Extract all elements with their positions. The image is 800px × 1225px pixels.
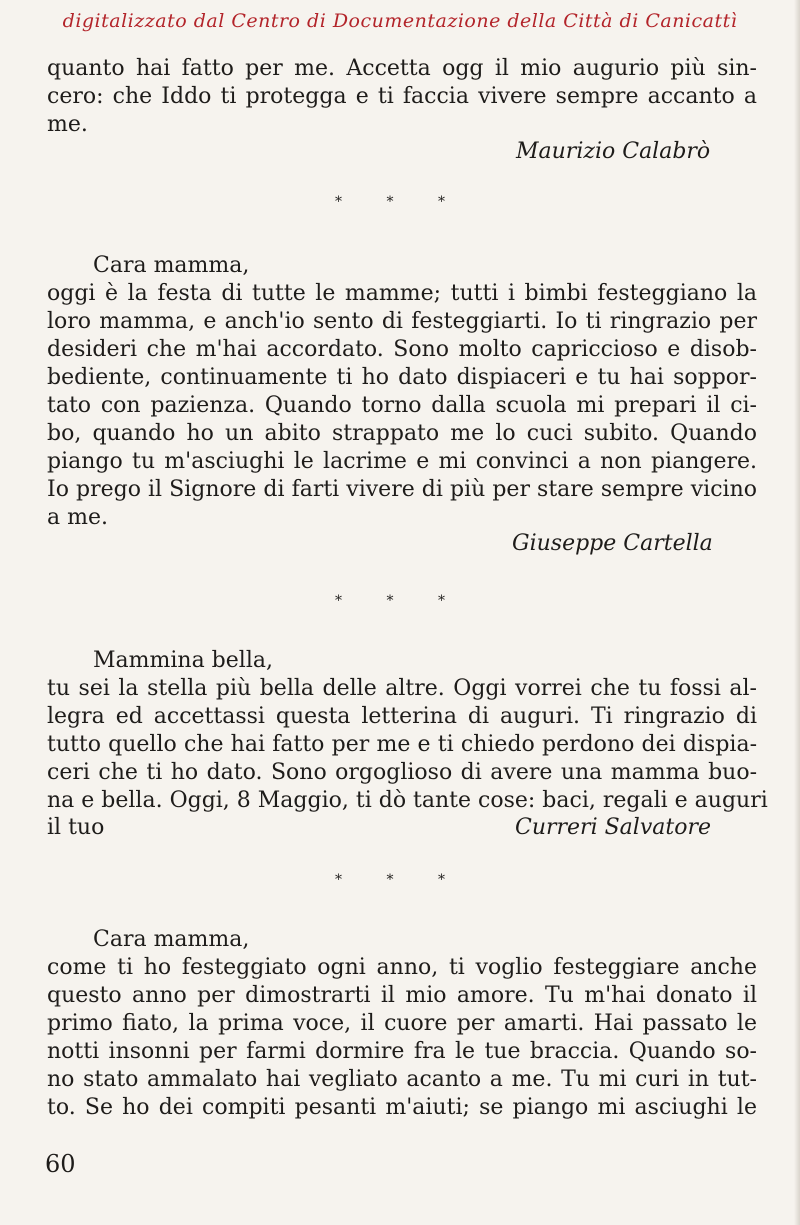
text-line: to. Se ho dei compiti pesanti m'aiuti; se piango mi asciughi le	[47, 1095, 757, 1120]
salutation: Mammina bella,	[93, 648, 273, 673]
text-line: il tuo	[47, 815, 105, 840]
text-line: Io prego il Signore di farti vivere di più per stare sempre vicino	[47, 477, 757, 502]
section-separator: * * *	[335, 194, 465, 210]
text-line: notti insonni per farmi dormire fra le tue braccia. Quando so-	[47, 1039, 757, 1064]
text-line: bo, quando ho un abito strappato me lo cuci subito. Quando	[47, 421, 757, 446]
text-line: no stato ammalato hai vegliato acanto a me. Tu mi curi in tut-	[47, 1067, 757, 1092]
section-separator: * * *	[335, 872, 465, 888]
text-line: tutto quello che hai fatto per me e ti chiedo perdono dei dispia-	[47, 732, 757, 757]
section-separator: * * *	[335, 593, 465, 609]
text-line: questo anno per dimostrarti il mio amore. Tu m'hai donato il	[47, 983, 757, 1008]
text-line: quanto hai fatto per me. Accetta ogg il mio augurio più sin-	[47, 56, 757, 81]
digitization-watermark: digitalizzato dal Centro di Documentazione della Città di Canicattì	[62, 10, 738, 32]
salutation: Cara mamma,	[93, 253, 250, 278]
text-line: na e bella. Oggi, 8 Maggio, ti dò tante cose: baci, regali e auguri	[47, 788, 768, 813]
text-line: bediente, continuamente ti ho dato dispiaceri e tu hai soppor-	[47, 365, 757, 390]
page-number: 60	[45, 1150, 76, 1178]
signature: Curreri Salvatore	[515, 815, 711, 840]
text-line: legra ed accettassi questa letterina di auguri. Ti ringrazio di	[47, 704, 757, 729]
text-line: ceri che ti ho dato. Sono orgoglioso di avere una mamma buo-	[47, 760, 757, 785]
text-line: tato con pazienza. Quando torno dalla scuola mi prepari il ci-	[47, 393, 757, 418]
text-line: loro mamma, e anch'io sento di festeggiarti. Io ti ringrazio per	[47, 309, 757, 334]
signature: Maurizio Calabrò	[516, 139, 711, 164]
text-line: desideri che m'hai accordato. Sono molto capriccioso e disob-	[47, 337, 757, 362]
page-edge-shadow	[794, 0, 800, 1225]
text-line: me.	[47, 112, 88, 137]
text-line: cero: che Iddo ti protegga e ti faccia vivere sempre accanto a	[47, 84, 757, 109]
text-line: primo fiato, la prima voce, il cuore per amarti. Hai passato le	[47, 1011, 757, 1036]
signature: Giuseppe Cartella	[512, 531, 713, 556]
text-line: oggi è la festa di tutte le mamme; tutti i bimbi festeggiano la	[47, 281, 757, 306]
text-line: tu sei la stella più bella delle altre. Oggi vorrei che tu fossi al-	[47, 676, 757, 701]
salutation: Cara mamma,	[93, 927, 250, 952]
text-line: come ti ho festeggiato ogni anno, ti voglio festeggiare anche	[47, 955, 757, 980]
text-line: a me.	[47, 505, 108, 530]
text-line: piango tu m'asciughi le lacrime e mi convinci a non piangere.	[47, 449, 757, 474]
